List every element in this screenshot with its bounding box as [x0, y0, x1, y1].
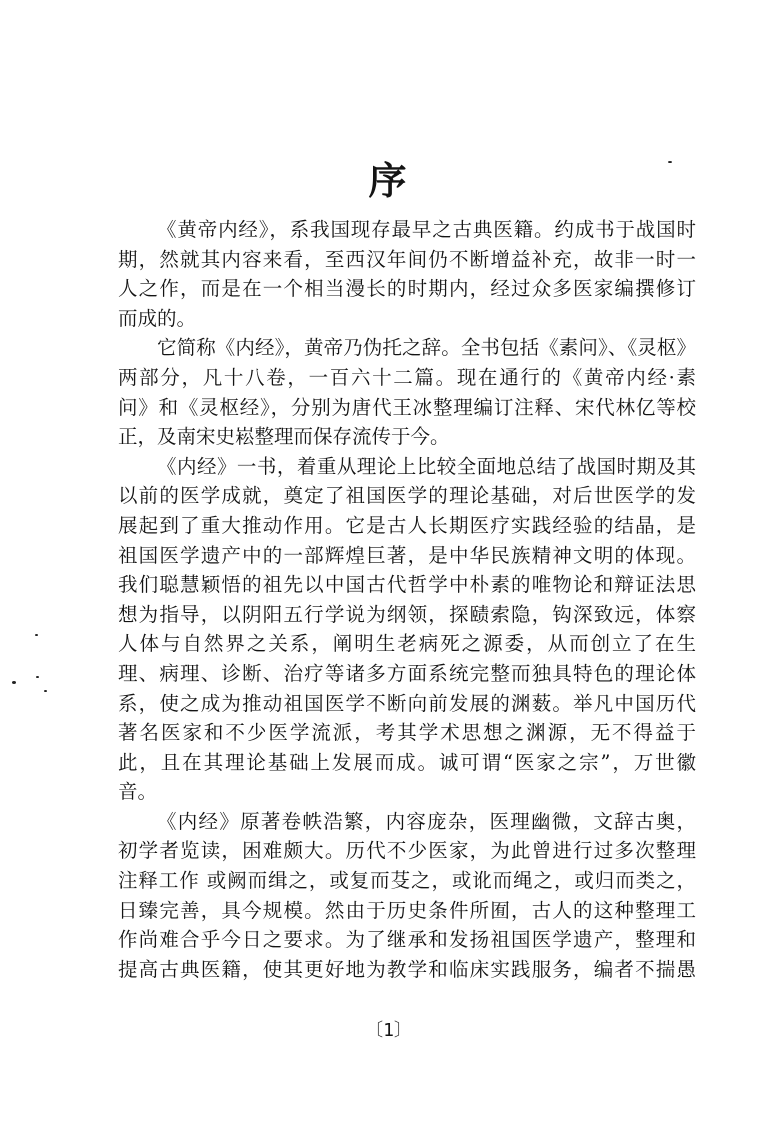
text-line: 期，然就其内容来看，至西汉年间仍不断增益补充，故非一时一 [118, 247, 696, 271]
text-line: 人体与自然界之关系，阐明生老病死之源委，从而创立了在生 [118, 632, 696, 656]
text-line: 日臻完善，具今规模。然由于历史条件所囿，古人的这种整理工 [118, 898, 696, 922]
text-line: 系，使之成为推动祖国医学不断向前发展的渊薮。举凡中国历代 [118, 691, 696, 715]
scan-speck [12, 681, 16, 684]
text-line: 音。 [118, 780, 158, 804]
text-line: 《内经》原著卷帙浩繁，内容庞杂，医理幽微，文辞古奥， [157, 809, 696, 833]
text-line: 以前的医学成就，奠定了祖国医学的理论基础，对后世医学的发 [118, 484, 696, 508]
text-line: 两部分，凡十八卷，一百六十二篇。现在通行的《黄帝内经·素 [118, 365, 696, 389]
scan-speck [35, 634, 38, 636]
text-line: 而成的。 [118, 306, 197, 330]
scan-speck [36, 676, 39, 678]
text-line: 注释工作 或阙而缉之，或复而芟之，或讹而绳之，或归而类之， [118, 869, 696, 893]
text-line: 它简称《内经》，黄帝乃伪托之辞。全书包括《素问》、《灵枢》 [157, 336, 696, 360]
page-number: 〔1〕 [365, 1020, 412, 1041]
text-line: 想为指导，以阴阳五行学说为纲领，探赜索隐，钩深致远，体察 [118, 602, 696, 626]
text-line: 初学者览读，困难颇大。历代不少医家，为此曾进行过多次整理 [118, 839, 696, 863]
text-line: 提高古典医籍，使其更好地为教学和临床实践服务，编者不揣愚 [118, 957, 696, 981]
text-line: 《内经》一书，着重从理论上比较全面地总结了战国时期及其 [157, 454, 696, 478]
text-line: 我们聪慧颖悟的祖先以中国古代哲学中朴素的唯物论和辩证法思 [118, 573, 696, 597]
text-line: 展起到了重大推动作用。它是古人长期医疗实践经验的结晶，是 [118, 513, 696, 537]
scan-speck [668, 161, 672, 163]
page-title: 序 [368, 158, 409, 203]
text-line: 问》和《灵枢经》，分别为唐代王冰整理编订注释、宋代林亿等校 [118, 395, 696, 419]
scan-speck [44, 690, 47, 692]
text-line: 此，且在其理论基础上发展而成。诚可谓“医家之宗”，万世徽 [118, 750, 696, 774]
text-line: 《黄帝内经》，系我国现存最早之古典医籍。约成书于战国时 [157, 218, 696, 241]
text-line: 理、病理、诊断、治疗等诸多方面系统完整而独具特色的理论体 [118, 661, 696, 685]
text-line: 著名医家和不少医学流派，考其学术思想之渊源，无不得益于 [118, 721, 696, 745]
preface-body [118, 215, 696, 984]
text-line: 作尚难合乎今日之要求。为了继承和发扬祖国医学遗产，整理和 [118, 928, 696, 952]
text-line: 正，及南宋史崧整理而保存流传于今。 [118, 425, 450, 449]
text-line: 祖国医学遗产中的一部辉煌巨著，是中华民族精神文明的体现。 [118, 543, 696, 567]
text-line: 人之作，而是在一个相当漫长的时期内，经过众多医家编撰修订 [118, 277, 696, 301]
